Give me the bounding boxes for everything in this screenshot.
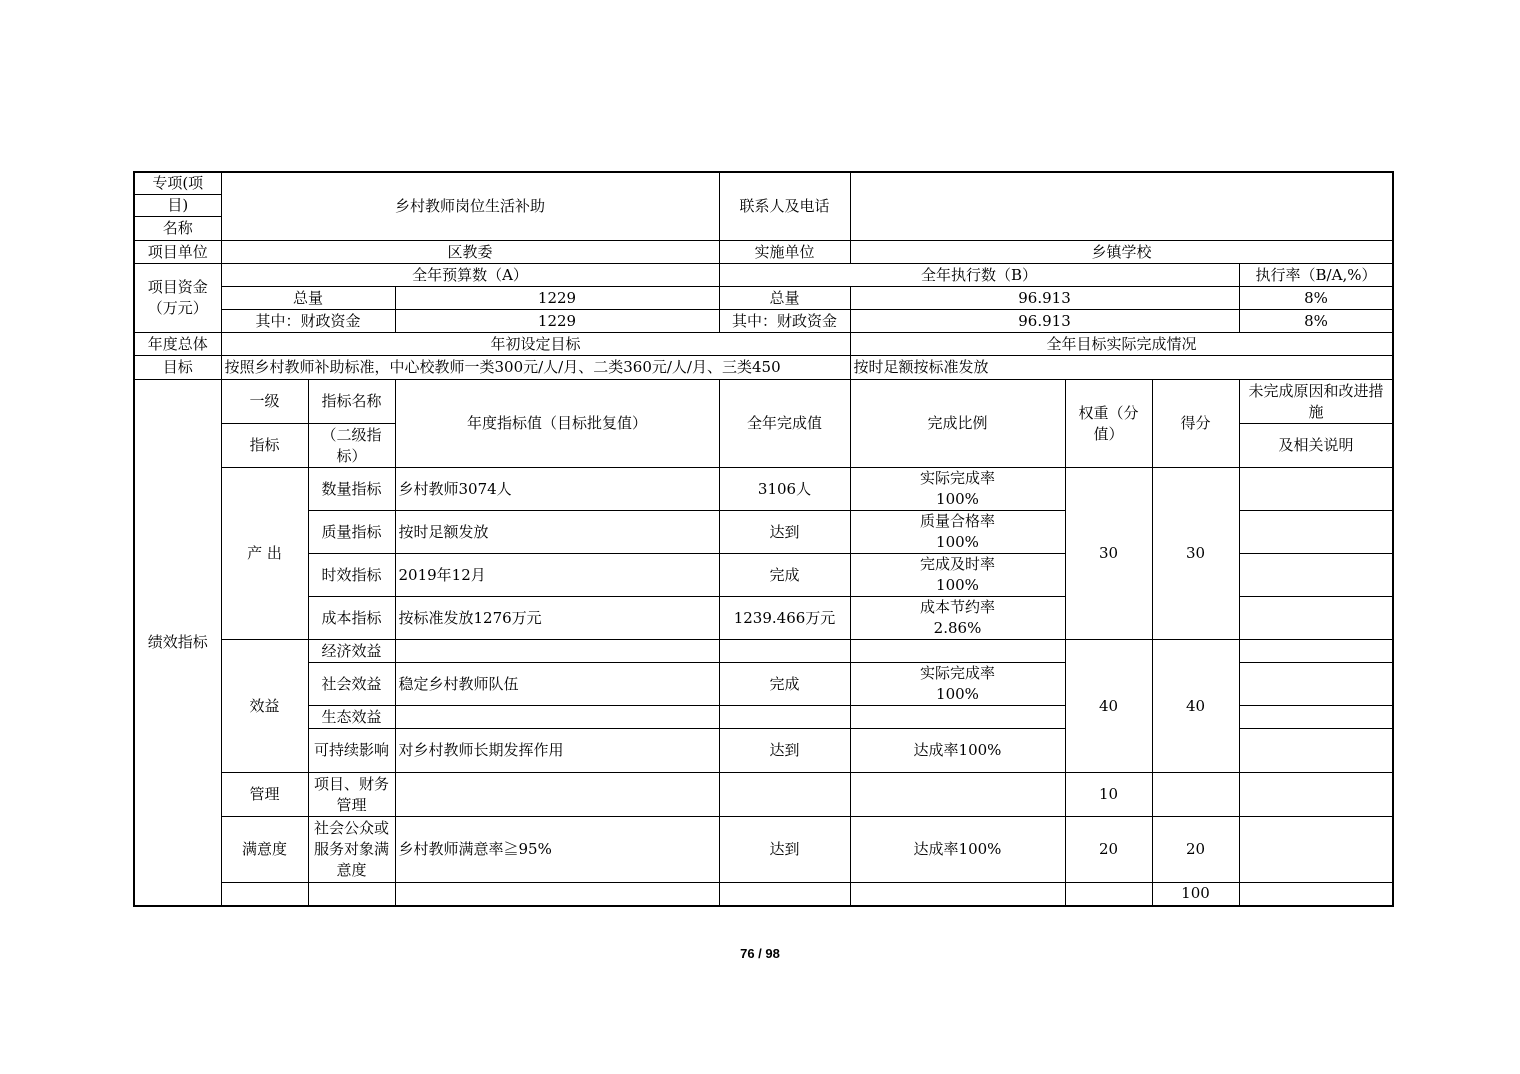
benefit-sustain-target: 对乡村教师长期发挥作用 [395, 729, 719, 773]
col-name-a: 指标名称 [308, 380, 395, 424]
output-row-ratio [850, 511, 1065, 554]
actual-goal-header: 全年目标实际完成情况 [850, 333, 1393, 356]
total-weight: 100 [1152, 883, 1239, 906]
output-row-name: 成本指标 [308, 597, 395, 640]
mgmt-weight: 10 [1065, 773, 1152, 817]
project-name-label-3: 名称 [134, 217, 221, 241]
fiscal-rate: 8% [1239, 310, 1393, 333]
output-row-ratio-b: 2.86% [933, 619, 982, 637]
total-row-empty [221, 883, 308, 906]
output-row-ratio-a: 完成及时率 [919, 555, 995, 573]
contact-value [850, 172, 1393, 241]
project-name-label-2: 目) [134, 195, 221, 217]
mgmt-name: 项目、财务管理 [308, 773, 395, 817]
output-row-done: 1239.466万元 [719, 597, 850, 640]
satis-target: 乡村教师满意率≧95% [395, 817, 719, 883]
output-row-name: 时效指标 [308, 554, 395, 597]
satis-name: 社会公众或服务对象满意度 [308, 817, 395, 883]
total-budget: 1229 [395, 287, 719, 310]
funds-label-line2: （万元） [147, 299, 208, 317]
output-row-ratio [850, 468, 1065, 511]
impl-unit: 乡镇学校 [850, 241, 1393, 264]
total-exec-label: 总量 [719, 287, 850, 310]
fiscal-exec: 96.913 [850, 310, 1239, 333]
fiscal-exec-label: 其中：财政资金 [719, 310, 850, 333]
benefit-eco-reason [1239, 706, 1393, 729]
benefit-econ-ratio [850, 640, 1065, 663]
col-score: 得分 [1152, 380, 1239, 468]
output-label: 产 出 [221, 468, 308, 640]
benefit-social-reason [1239, 663, 1393, 706]
total-rate: 8% [1239, 287, 1393, 310]
col-reason-a: 未完成原因和改进措施 [1239, 380, 1393, 424]
rate-header: 执行率（B/A,%） [1239, 264, 1393, 287]
mgmt-reason [1239, 773, 1393, 817]
benefit-social-done: 完成 [719, 663, 850, 706]
output-row-done: 完成 [719, 554, 850, 597]
output-score: 30 [1152, 468, 1239, 640]
output-row-ratio-b: 100% [936, 576, 979, 594]
benefit-social-ratio [850, 663, 1065, 706]
mgmt-label: 管理 [221, 773, 308, 817]
satis-weight: 20 [1065, 817, 1152, 883]
output-weight: 30 [1065, 468, 1152, 640]
output-row-target: 按时足额发放 [395, 511, 719, 554]
output-row-reason [1239, 597, 1393, 640]
benefit-sustain-ratio: 达成率100% [850, 729, 1065, 773]
output-row-reason [1239, 554, 1393, 597]
benefit-eco-done [719, 706, 850, 729]
benefit-eco-ratio [850, 706, 1065, 729]
output-row-ratio-b: 100% [936, 490, 979, 508]
project-name-label: 专项(项 [134, 172, 221, 195]
output-row-target: 2019年12月 [395, 554, 719, 597]
col-target: 年度指标值（目标批复值） [395, 380, 719, 468]
col-name-b: （二级指标） [308, 424, 395, 468]
output-row-ratio-a: 成本节约率 [919, 598, 995, 616]
mgmt-done [719, 773, 850, 817]
satis-ratio: 达成率100% [850, 817, 1065, 883]
funds-label-line1: 项目资金 [147, 278, 208, 296]
output-row-done: 达到 [719, 511, 850, 554]
benefit-weight: 40 [1065, 640, 1152, 773]
benefit-social: 社会效益 [308, 663, 395, 706]
output-row-target: 按标准发放1276万元 [395, 597, 719, 640]
benefit-econ-target [395, 640, 719, 663]
indicators-section-label: 绩效指标 [134, 380, 221, 906]
output-row-target: 乡村教师3074人 [395, 468, 719, 511]
output-row-ratio [850, 554, 1065, 597]
total-exec: 96.913 [850, 287, 1239, 310]
col-level1-b: 指标 [221, 424, 308, 468]
project-unit-label: 项目单位 [134, 241, 221, 264]
col-reason-b: 及相关说明 [1239, 424, 1393, 468]
impl-unit-label: 实施单位 [719, 241, 850, 264]
col-level1-a: 一级 [221, 380, 308, 424]
total-label: 总量 [221, 287, 395, 310]
initial-goal-text: 按照乡村教师补助标准，中心校教师一类300元/人/月、二类360元/人/月、三类450 [221, 356, 850, 380]
output-row-ratio-b: 100% [936, 533, 979, 551]
goals-label-2: 目标 [134, 356, 221, 380]
output-row-reason [1239, 468, 1393, 511]
output-row-name: 质量指标 [308, 511, 395, 554]
total-row-empty [1239, 883, 1393, 906]
contact-label: 联系人及电话 [719, 172, 850, 241]
benefit-social-ratio-a: 实际完成率 [919, 664, 995, 682]
benefit-eco-target [395, 706, 719, 729]
mgmt-target [395, 773, 719, 817]
benefit-eco: 生态效益 [308, 706, 395, 729]
goals-label-1: 年度总体 [134, 333, 221, 356]
satis-label: 满意度 [221, 817, 308, 883]
mgmt-ratio [850, 773, 1065, 817]
budget-header: 全年预算数（A） [221, 264, 719, 287]
total-row-empty [308, 883, 395, 906]
project-name: 乡村教师岗位生活补助 [221, 172, 719, 241]
actual-goal-text: 按时足额按标准发放 [850, 356, 1393, 380]
page-number: 76 / 98 [740, 946, 780, 961]
output-row-name: 数量指标 [308, 468, 395, 511]
benefit-social-ratio-b: 100% [936, 685, 979, 703]
fiscal-budget: 1229 [395, 310, 719, 333]
benefit-sustain-reason [1239, 729, 1393, 773]
fiscal-label: 其中：财政资金 [221, 310, 395, 333]
output-row-ratio-a: 实际完成率 [919, 469, 995, 487]
total-row-empty [395, 883, 719, 906]
total-row-empty [1065, 883, 1152, 906]
col-weight: 权重（分值） [1065, 380, 1152, 468]
col-ratio: 完成比例 [850, 380, 1065, 468]
benefit-label: 效益 [221, 640, 308, 773]
benefit-sustain-done: 达到 [719, 729, 850, 773]
benefit-econ-done [719, 640, 850, 663]
output-row-ratio [850, 597, 1065, 640]
funds-label [134, 264, 221, 333]
total-row-empty [850, 883, 1065, 906]
mgmt-score [1152, 773, 1239, 817]
performance-table [133, 171, 1394, 907]
output-row-ratio-a: 质量合格率 [919, 512, 995, 530]
output-row-done: 3106人 [719, 468, 850, 511]
satis-done: 达到 [719, 817, 850, 883]
initial-goal-header: 年初设定目标 [221, 333, 850, 356]
output-row-reason [1239, 511, 1393, 554]
benefit-econ: 经济效益 [308, 640, 395, 663]
project-unit: 区教委 [221, 241, 719, 264]
exec-header: 全年执行数（B） [719, 264, 1239, 287]
benefit-score: 40 [1152, 640, 1239, 773]
benefit-social-target: 稳定乡村教师队伍 [395, 663, 719, 706]
col-done: 全年完成值 [719, 380, 850, 468]
benefit-econ-reason [1239, 640, 1393, 663]
satis-score: 20 [1152, 817, 1239, 883]
satis-reason [1239, 817, 1393, 883]
total-row-empty [719, 883, 850, 906]
benefit-sustain: 可持续影响 [308, 729, 395, 773]
